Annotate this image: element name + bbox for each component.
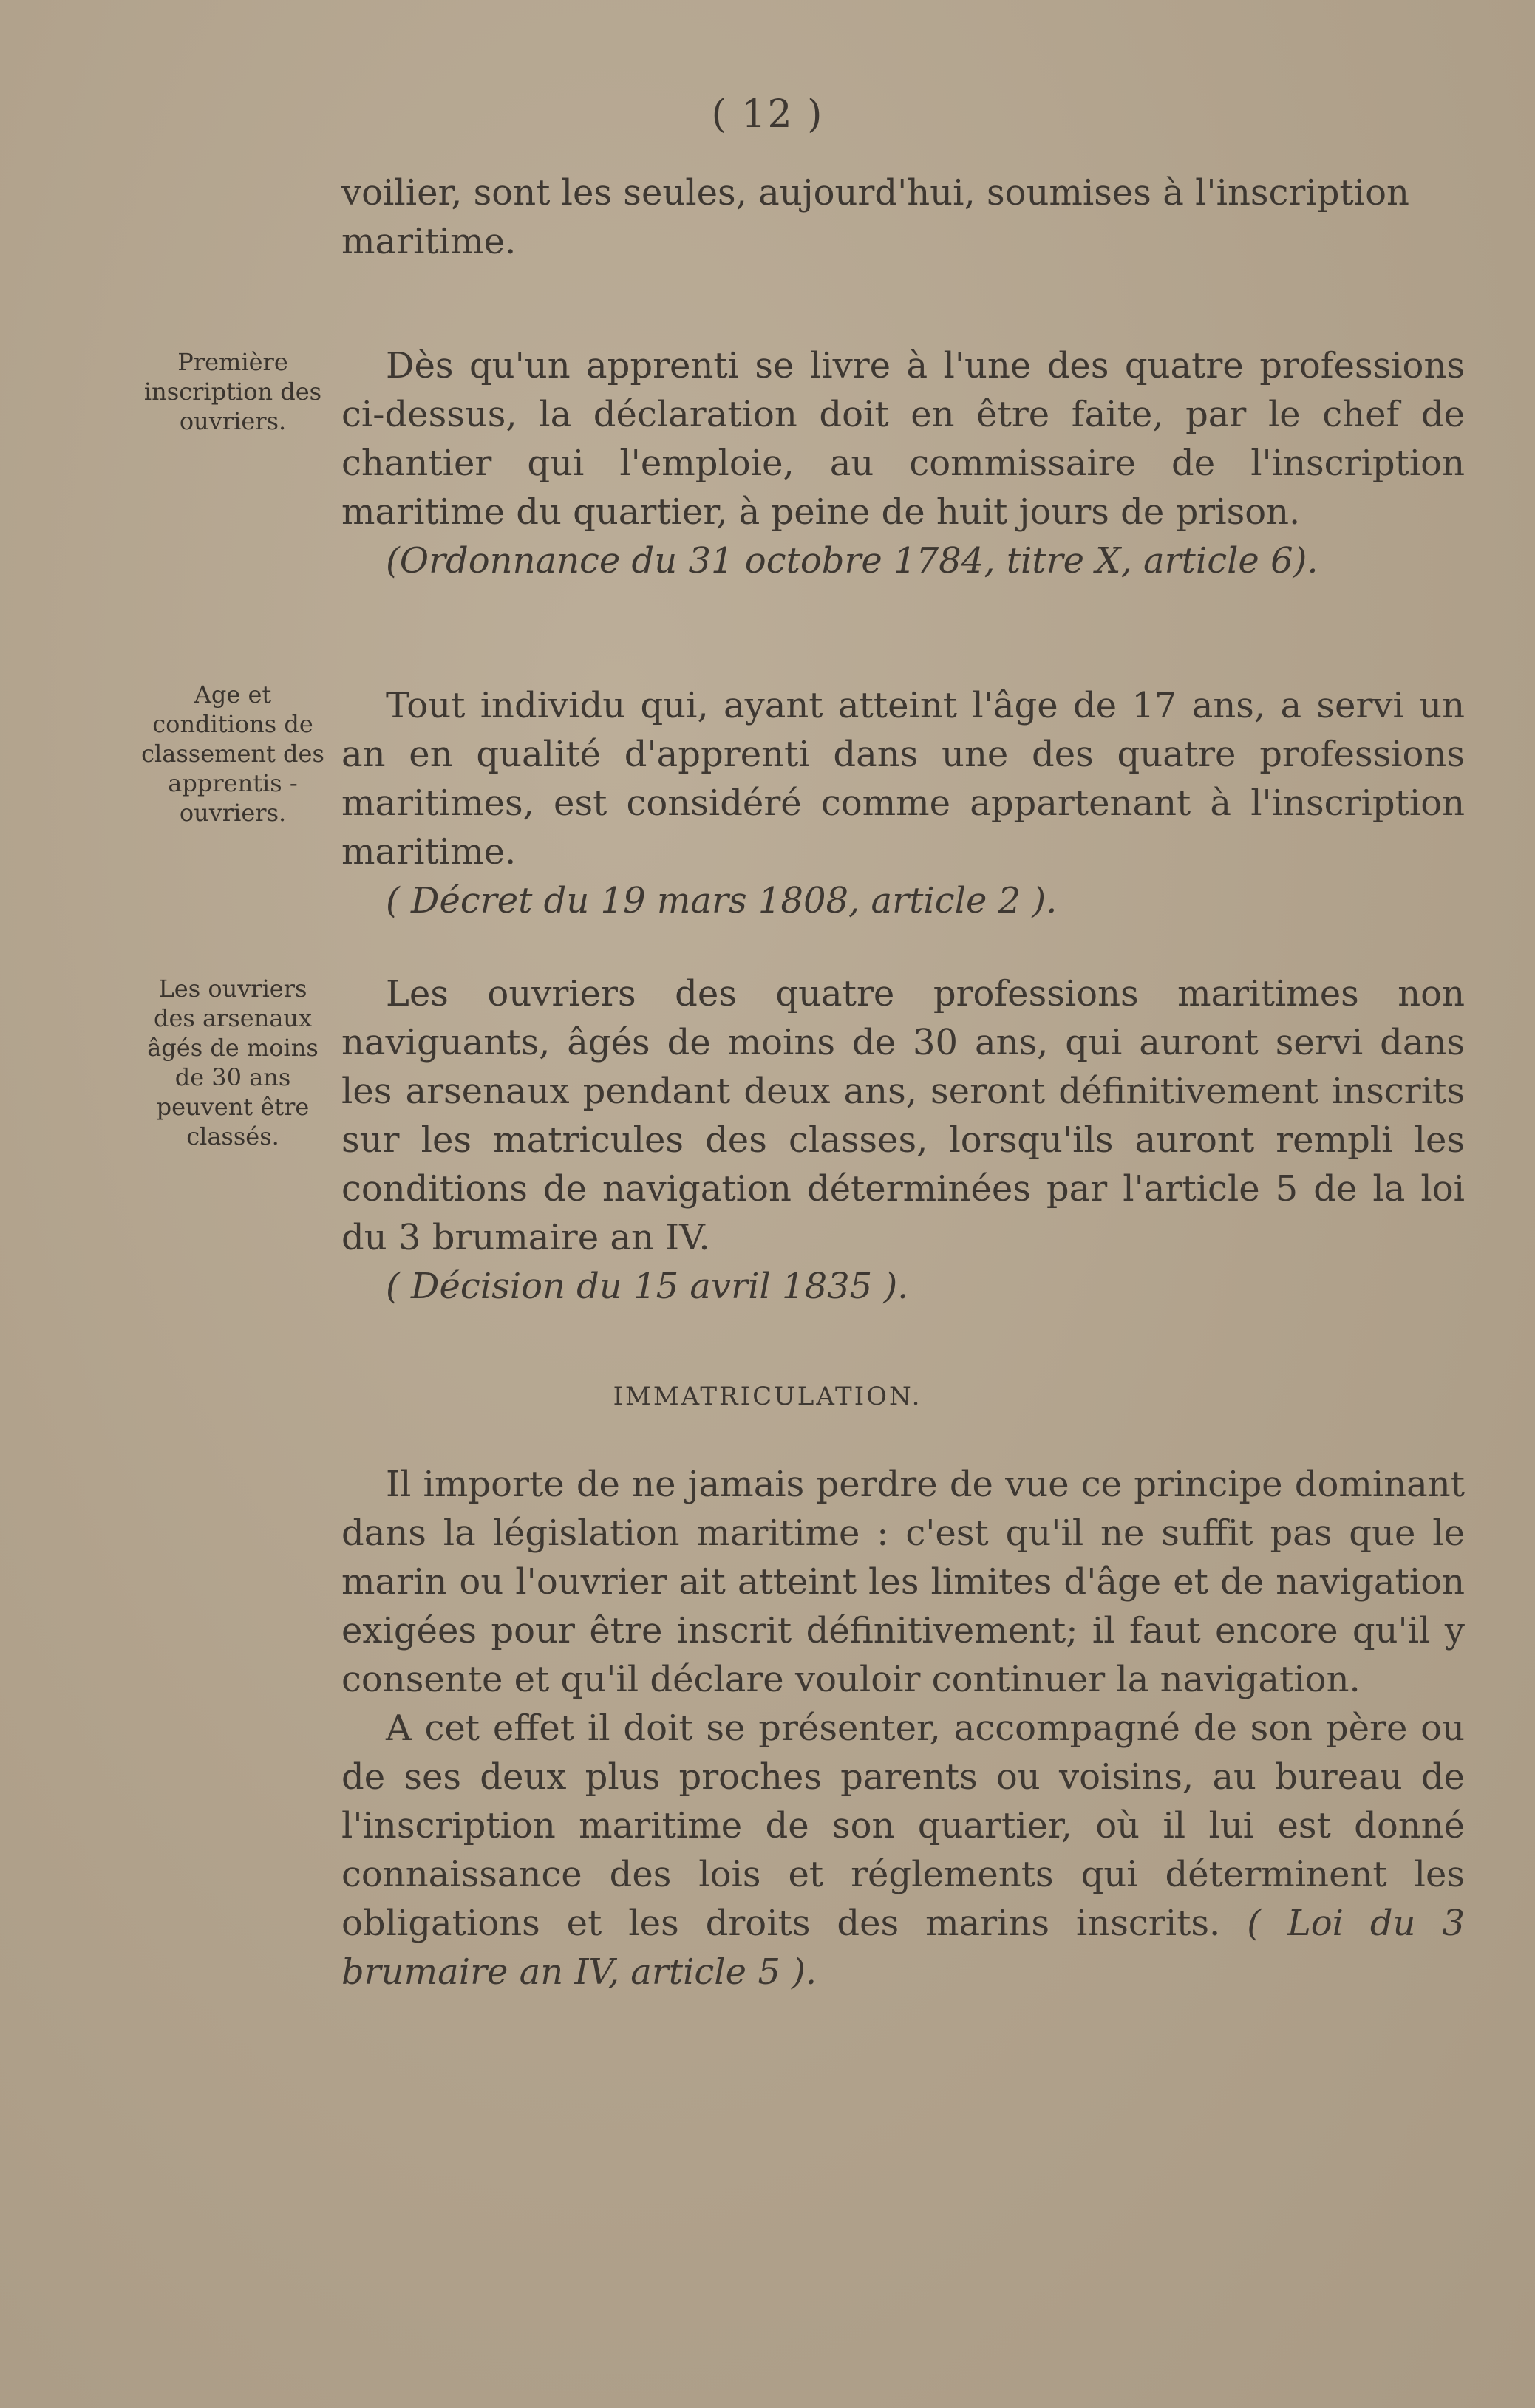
- section-citation: ( Décision du 15 avril 1835 ).: [386, 1266, 909, 1307]
- immatriculation-text: [341, 1460, 1465, 1996]
- intro-paragraph: [341, 168, 1465, 266]
- section-heading: IMMATRICULATION.: [613, 1382, 922, 1411]
- intro-line: voilier, sont les seules, aujourd'hui, soumises à l'inscription: [341, 172, 1409, 214]
- section-text: Dès qu'un apprenti se livre à l'une des quatre professions ci-dessus, la déclaration doit en être faite, par le chef de chantier qui l'emploie, au commissaire de l'inscription maritime du quartier, à peine de huit jours de prison.: [341, 345, 1465, 533]
- section-text: Les ouvriers des quatre professions maritimes non naviguants, âgés de moins de 30 ans, qui auront servi dans les arsenaux pendant deux ans, seront définitivement inscrits sur les matricules des classes, lorsqu'ils auront rempli les conditions de navigation déterminées par l'article 5 de la loi du 3 brumaire an IV.: [341, 973, 1465, 1258]
- section-premiere-inscription: [341, 341, 1465, 585]
- immatriculation-paragraph: Il importe de ne jamais perdre de vue ce principe dominant dans la législation maritime : c'est qu'il ne suffit pas que le marin ou l'ouvrier ait atteint les limites d'âge et de navigation exigées pour être inscrit définitivement; il faut encore qu'il y consente et qu'il déclare vouloir continuer la navigation.: [341, 1464, 1465, 1700]
- margin-note-ouvriers-arsenaux: Les ouvriers des arsenaux âgés de moins de 30 ans peuvent être classés.: [147, 975, 319, 1150]
- section-citation: ( Décret du 19 mars 1808, article 2 ).: [386, 880, 1058, 921]
- immatriculation-paragraph: [341, 1704, 1465, 1996]
- intro-line: maritime.: [341, 221, 517, 262]
- immatriculation-citation: ( Loi du 3 brumaire an IV, article 5 ).: [341, 1903, 1465, 1993]
- margin-note-age-conditions: Age et conditions de classement des apprentis -ouvriers.: [141, 681, 324, 827]
- section-citation: (Ordonnance du 31 octobre 1784, titre X, article 6).: [386, 540, 1318, 581]
- page-number: ( 12 ): [711, 92, 824, 137]
- immatriculation-paragraph-text: A cet effet il doit se présenter, accompagné de son père ou de ses deux plus proches parents ou voisins, au bureau de l'inscription maritime de son quartier, où il lui est donné connaissance des lois et réglements qui déterminent les obligations et les droits des marins inscrits.: [341, 1708, 1465, 1944]
- margin-note-premiere-inscription: Première inscription des ouvriers.: [143, 348, 322, 435]
- section-ouvriers-arsenaux: [341, 969, 1465, 1311]
- section-age-conditions: [341, 681, 1465, 925]
- section-text: Tout individu qui, ayant atteint l'âge de 17 ans, a servi un an en qualité d'apprenti dans une des quatre professions maritimes, est considéré comme appartenant à l'inscription maritime.: [341, 685, 1465, 873]
